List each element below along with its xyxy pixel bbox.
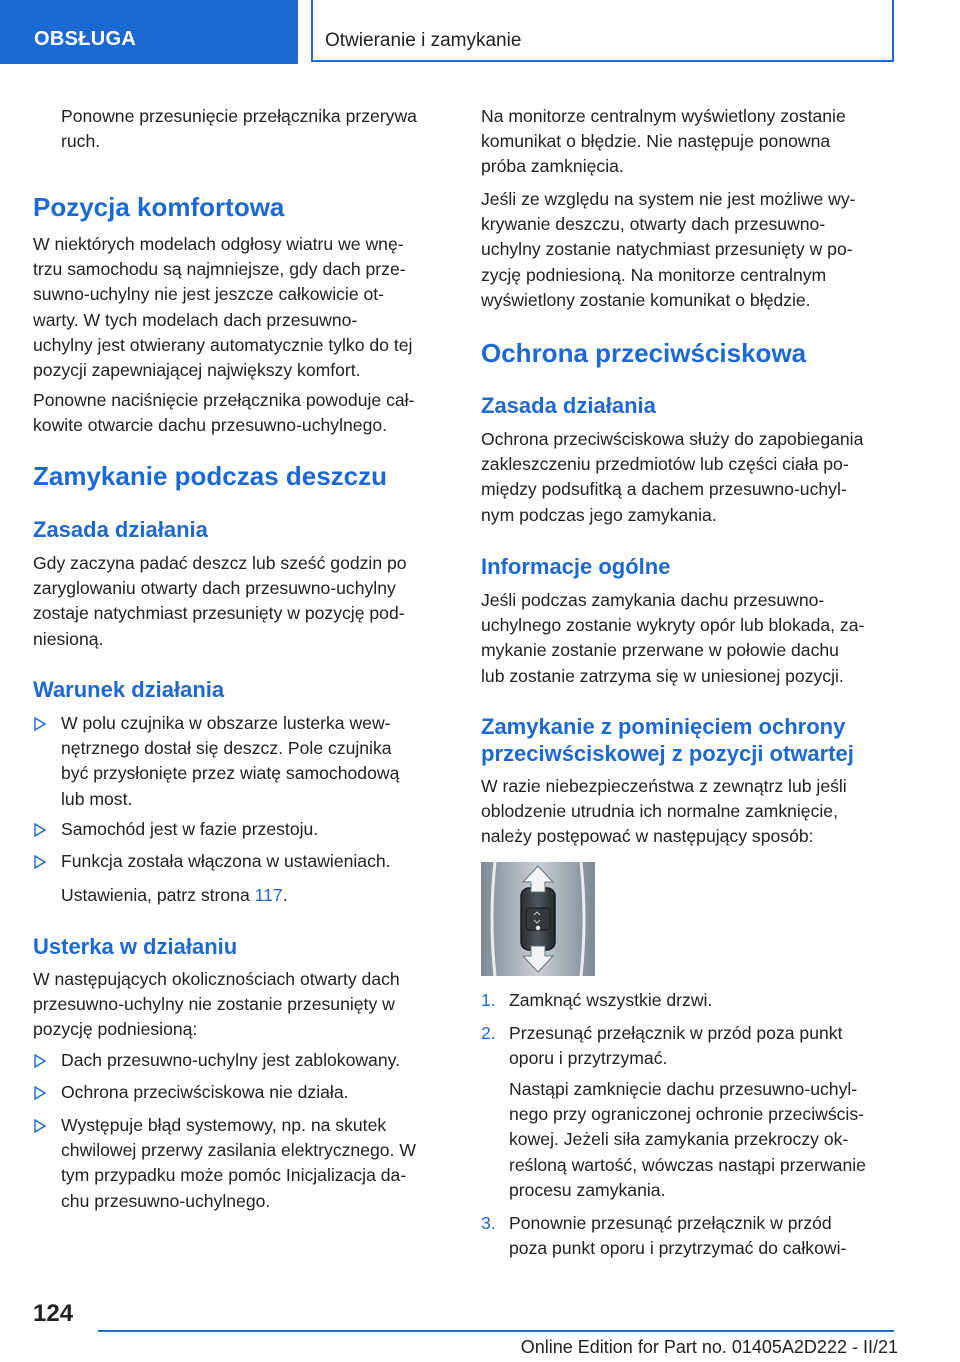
bullet-triangle-icon bbox=[33, 1119, 47, 1133]
heading-line: przeciwściskowej z pozycji otwartej bbox=[481, 741, 854, 766]
fault-item-2 bbox=[61, 1080, 349, 1105]
step-3 bbox=[509, 1211, 846, 1261]
text-line: pozycji zapewniającej największy komfort. bbox=[33, 360, 361, 381]
text-line: próba zamknięcia. bbox=[481, 156, 624, 177]
heading-fault: Usterka w działaniu bbox=[33, 934, 238, 959]
header-topic-label: Otwieranie i zamykanie bbox=[325, 30, 522, 51]
step-number: 3. bbox=[481, 1213, 496, 1233]
text-line: trzu samochodu są najmniejsze, gdy dach prze- bbox=[33, 259, 406, 280]
text-line: zakleszczeniu przedmiotów lub części ciała po- bbox=[481, 454, 849, 475]
text-line: między podsufitką a dachem przesuwno-uchyl- bbox=[481, 479, 847, 500]
step-2 bbox=[509, 1021, 842, 1071]
bullet-triangle-icon bbox=[33, 1086, 47, 1100]
text-line: Jeśli ze względu na system nie jest możliwe wy- bbox=[481, 189, 856, 209]
heading-pinch-protection: Ochrona przeciwściskowa bbox=[481, 338, 807, 368]
condition-item-1 bbox=[61, 711, 399, 812]
bullet-triangle-icon bbox=[33, 855, 47, 869]
text-line: należy postępować w następujący sposób: bbox=[481, 826, 814, 847]
text-line: nętrznego dostał się deszcz. Pole czujnika bbox=[61, 738, 392, 759]
heading-comfort: Pozycja komfortowa bbox=[33, 192, 285, 222]
step-number: 1. bbox=[481, 990, 496, 1010]
intro-text bbox=[61, 104, 417, 154]
header-section-label: OBSŁUGA bbox=[34, 28, 137, 50]
text-line: W polu czujnika w obszarze lusterka wew- bbox=[61, 713, 391, 733]
text-line: Ponowne przesunięcie przełącznika przerywa bbox=[61, 106, 417, 126]
text-line: uchylny jest otwierany automatycznie tylko do tej bbox=[33, 334, 413, 355]
text-line: Ponownie przesunąć przełącznik w przód bbox=[509, 1213, 832, 1233]
text-line: kowite otwarcie dachu przesuwno-uchylnego. bbox=[33, 415, 388, 436]
heading-rain-condition: Warunek działania bbox=[33, 677, 225, 702]
text-line: lub most. bbox=[61, 788, 133, 809]
text-line: Samochód jest w fazie przestoju. bbox=[61, 819, 319, 839]
text-line: W niektórych modelach odgłosy wiatru we wnę- bbox=[33, 234, 404, 254]
text-line: przesuwno-uchylny nie zostanie przesunięty w bbox=[33, 994, 395, 1015]
heading-rain-closing: Zamykanie podczas deszczu bbox=[33, 461, 388, 491]
text-line: nym podczas jego zamykania. bbox=[481, 504, 717, 525]
fault-item-3 bbox=[61, 1113, 416, 1214]
text-line: warty. W tych modelach dach przesuwno- bbox=[33, 309, 358, 330]
step-number: 2. bbox=[481, 1023, 496, 1043]
condition-item-3 bbox=[61, 849, 391, 874]
text-line: lub zostanie zatrzyma się w uniesionej pozycji. bbox=[481, 665, 844, 686]
text-line: chwilowej przerwy zasilania elektrycznego. W bbox=[61, 1140, 416, 1161]
text-line: kowej. Jeżeli siła zamykania przekroczy ok- bbox=[509, 1129, 849, 1150]
comfort-paragraph-2 bbox=[33, 388, 414, 438]
text-line: tym przypadku może pomóc Inicjalizacja da- bbox=[61, 1165, 407, 1186]
bullet-triangle-icon bbox=[33, 823, 47, 837]
text-line: ruch. bbox=[61, 131, 101, 152]
text-line: W następujących okolicznościach otwarty dach bbox=[33, 969, 400, 989]
text-line: suwno-uchylny nie jest jeszcze całkowicie ot- bbox=[33, 284, 385, 305]
text-line: nego przy ograniczonej ochronie przeciwścis- bbox=[509, 1104, 864, 1125]
comfort-paragraph-1 bbox=[33, 232, 412, 383]
text-line: chu przesuwno-uchylnego. bbox=[61, 1190, 271, 1211]
text-line: pozycję podniesioną: bbox=[33, 1019, 198, 1040]
bullet-triangle-icon bbox=[33, 1054, 47, 1068]
heading-pinch-principle: Zasada działania bbox=[481, 393, 656, 418]
text-line: Jeśli podczas zamykania dachu przesuwno- bbox=[481, 590, 825, 610]
text-line: reśloną wartość, wówczas nastąpi przerwanie bbox=[509, 1154, 866, 1175]
settings-page-link[interactable]: 117 bbox=[254, 885, 283, 905]
text-line: poza punkt oporu i przytrzymać do całkowi- bbox=[509, 1238, 847, 1259]
right-intro-2 bbox=[481, 187, 856, 313]
text-line: Ochrona przeciwściskowa służy do zapobiegania bbox=[481, 429, 864, 449]
text-line: być przysłonięte przez wiatę samochodową bbox=[61, 763, 400, 784]
step-2-note bbox=[509, 1077, 866, 1203]
text-line: Nastąpi zamknięcie dachu przesuwno-uchyl- bbox=[509, 1079, 858, 1099]
text-line: Zamknąć wszystkie drzwi. bbox=[509, 990, 713, 1010]
text-line: Gdy zaczyna padać deszcz lub sześć godzin po bbox=[33, 553, 407, 573]
text-line: oporu i przytrzymać. bbox=[509, 1048, 668, 1069]
text-line: Ponowne naciśnięcie przełącznika powoduje cał- bbox=[33, 390, 415, 410]
text-line: Przesunąć przełącznik w przód poza punkt bbox=[509, 1023, 843, 1043]
text-line: uchylnego zostanie wykryty opór lub blokada, za- bbox=[481, 615, 865, 636]
roof-switch-illustration bbox=[481, 862, 595, 976]
text-line: komunikat o błędzie. Nie następuje ponowna bbox=[481, 131, 831, 152]
override-paragraph bbox=[481, 774, 847, 850]
text-line: mykanie zostanie przerwane w połowie dachu bbox=[481, 640, 839, 661]
text-line: W razie niebezpieczeństwa z zewnątrz lub jeśli bbox=[481, 776, 847, 796]
text-line: zaryglowaniu otwarty dach przesuwno-uchylny bbox=[33, 578, 396, 599]
text-line: zycję podniesioną. Na monitorze centralnym bbox=[481, 264, 827, 285]
heading-line: Zamykanie z pominięciem ochrony bbox=[481, 714, 846, 739]
text-line: Ochrona przeciwściskowa nie działa. bbox=[61, 1082, 349, 1102]
settings-reference bbox=[61, 883, 288, 908]
text-line: zostaje natychmiast przesunięty w pozycję pod- bbox=[33, 603, 405, 624]
edition-footer: Online Edition for Part no. 01405A2D222 - II/21 bbox=[520, 1337, 898, 1357]
settings-reference-text: Ustawienia, patrz strona bbox=[61, 885, 255, 905]
text-line: wyświetlony zostanie komunikat o błędzie. bbox=[481, 289, 811, 310]
fault-paragraph bbox=[33, 967, 400, 1043]
fault-item-1 bbox=[61, 1048, 400, 1073]
page-number: 124 bbox=[33, 1300, 74, 1327]
text-line: Na monitorze centralnym wyświetlony zostanie bbox=[481, 106, 846, 126]
right-intro-1 bbox=[481, 104, 846, 180]
text-line: oblodzenie utrudnia ich normalne zamknięcie, bbox=[481, 801, 838, 822]
text-line: Dach przesuwno-uchylny jest zablokowany. bbox=[61, 1050, 401, 1070]
text-line: Występuje błąd systemowy, np. na skutek bbox=[61, 1115, 387, 1135]
footer-divider bbox=[98, 1330, 894, 1332]
bullet-triangle-icon bbox=[33, 717, 47, 731]
text-line: krywanie deszczu, otwarty dach przesuwno- bbox=[481, 214, 826, 235]
text-line: Funkcja została włączona w ustawieniach. bbox=[61, 851, 391, 871]
text-line: niesioną. bbox=[33, 628, 104, 649]
pinch-principle-paragraph bbox=[481, 427, 863, 528]
condition-item-2 bbox=[61, 817, 318, 842]
rain-principle-paragraph bbox=[33, 551, 407, 652]
text-line: procesu zamykania. bbox=[509, 1179, 666, 1200]
general-info-paragraph bbox=[481, 588, 864, 689]
heading-override bbox=[481, 713, 854, 767]
settings-reference-dot: . bbox=[282, 885, 288, 905]
heading-rain-principle: Zasada działania bbox=[33, 517, 208, 542]
heading-general-info: Informacje ogólne bbox=[481, 554, 671, 579]
text-line: uchylny zostanie natychmiast przesunięty w po- bbox=[481, 239, 853, 260]
step-1 bbox=[509, 988, 712, 1013]
